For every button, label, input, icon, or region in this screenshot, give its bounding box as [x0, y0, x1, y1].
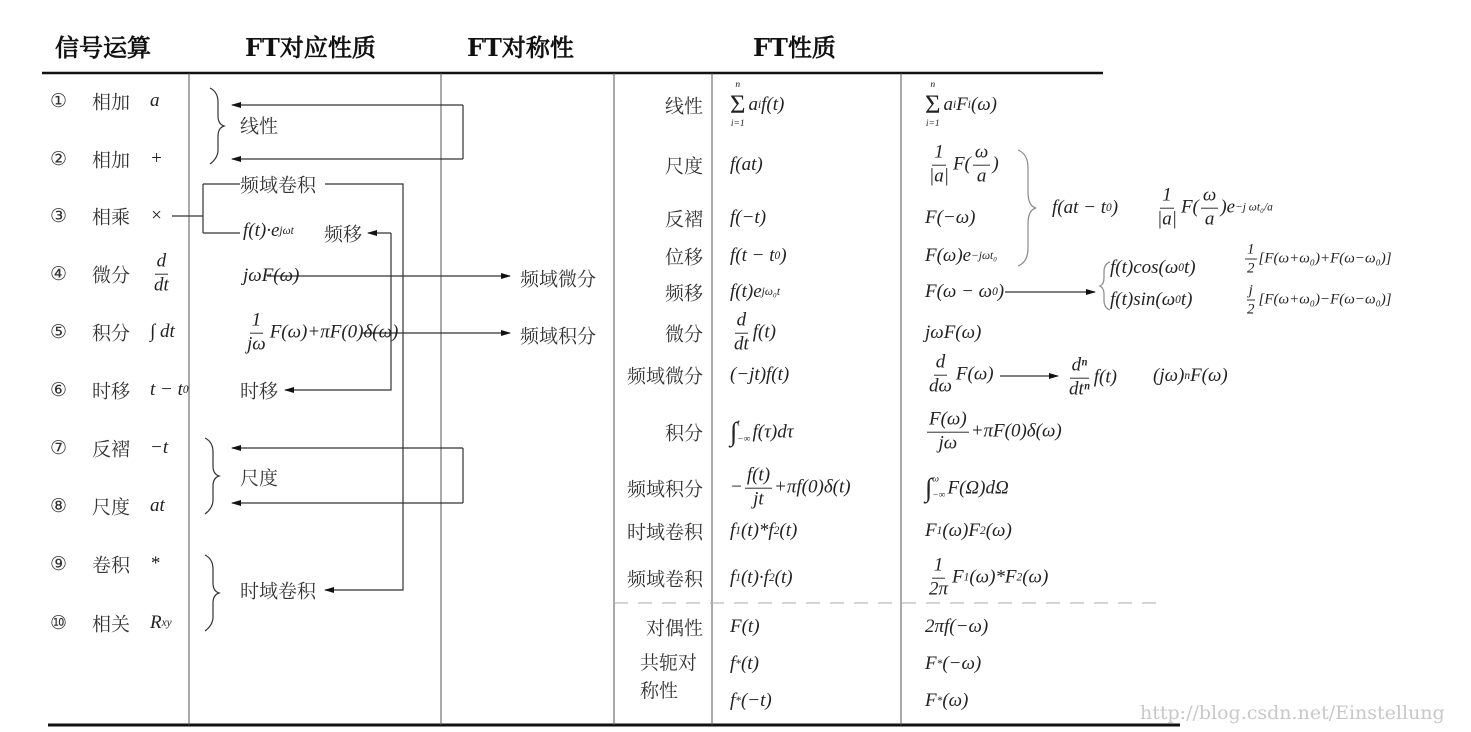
fraction-denominator: jt: [753, 488, 764, 510]
header-ft-properties: FT性质: [753, 33, 836, 62]
math-text: ): [992, 154, 999, 175]
fraction-numerator: 1: [932, 142, 946, 166]
header-ft-symmetry: FT对称性: [467, 33, 574, 62]
math-superscript: *: [936, 695, 943, 707]
fraction-numerator: 1: [1247, 241, 1255, 258]
watermark: http://blog.csdn.net/Einstellung: [1140, 702, 1445, 724]
math-fraction: [973, 142, 990, 189]
math-superscript: −jωt₀: [971, 250, 998, 262]
math-text: F(ω): [1190, 365, 1228, 386]
op-symbol: [150, 379, 189, 401]
math-text: f: [730, 690, 736, 711]
fraction-denominator: 2: [1247, 301, 1255, 318]
op-symbol: [150, 495, 165, 517]
math-subscript: 0: [774, 250, 781, 262]
formula-modulation: [243, 220, 294, 242]
fraction-denominator: |a|: [929, 165, 949, 187]
property-time-domain: [730, 364, 789, 386]
op-number: ②: [50, 148, 68, 170]
math-text: f(t − t: [730, 245, 775, 266]
property-time-domain: [730, 465, 851, 512]
math-subscript: 2: [980, 525, 986, 537]
label-linear: 线性: [240, 115, 279, 138]
math-text: jωF(ω): [243, 265, 300, 286]
math-subscript: 0: [1175, 294, 1181, 306]
property-freq-domain: [925, 473, 1009, 504]
math-fraction: [927, 142, 951, 189]
integral-limits: [932, 473, 945, 503]
math-subscript: 0: [182, 384, 189, 396]
fraction-denominator: a: [1204, 208, 1215, 230]
op-label: 相乘: [92, 206, 131, 229]
math-text: (−ω): [942, 653, 982, 674]
property-freq-domain: [925, 555, 1048, 602]
math-text: jωF(ω): [925, 322, 982, 343]
math-subscript: i: [757, 98, 762, 111]
math-text: (ω): [1022, 567, 1049, 588]
math-superscript: jω₀t: [761, 286, 780, 298]
math-fraction: [1201, 185, 1218, 232]
math-subscript: 1: [735, 525, 741, 537]
fraction-numerator: 1: [1160, 185, 1174, 209]
math-text: f: [730, 520, 736, 541]
integral-upper-limit: t: [737, 418, 740, 429]
property-time-domain: [730, 520, 797, 542]
op-label: 反褶: [92, 438, 131, 461]
fraction-numerator: F(ω): [927, 409, 969, 433]
brace: [205, 438, 219, 514]
property-label: 微分: [664, 323, 703, 346]
math-superscript: n: [1184, 370, 1191, 382]
math-subscript: i: [952, 98, 957, 111]
header-signal-ops: 信号运算: [55, 33, 151, 62]
property-freq-domain: [925, 80, 997, 130]
brace: [1018, 150, 1036, 266]
fraction-numerator: d: [934, 352, 948, 376]
property-time-domain: [730, 281, 780, 303]
fraction-denominator: dtⁿ: [1069, 378, 1090, 400]
math-fraction: [1067, 355, 1092, 402]
nth-diff-time: [1065, 355, 1117, 402]
math-text: a: [943, 93, 953, 115]
op-number: ⑥: [50, 379, 68, 401]
math-text: (t)*f: [740, 520, 774, 541]
math-text: (t): [779, 520, 798, 541]
header-ft-correspondence: FT对应性质: [245, 33, 376, 62]
math-text: F: [956, 93, 968, 115]
math-fraction: [245, 310, 268, 357]
math-text: f(at − t: [1052, 197, 1106, 218]
math-text: +πf(0)δ(t): [774, 477, 851, 498]
math-text: F(ω): [955, 364, 994, 385]
math-fraction: [1245, 282, 1257, 319]
math-text: −: [730, 477, 743, 498]
math-text: ): [780, 245, 787, 266]
brace: [210, 88, 224, 164]
math-subscript: 1: [963, 572, 970, 584]
math-text: ): [997, 281, 1005, 302]
math-subscript: 2: [768, 572, 775, 584]
fraction-denominator: |a|: [1157, 208, 1177, 230]
property-freq-domain: [925, 207, 976, 229]
op-symbol: [150, 612, 172, 634]
math-text: F(ω)+πF(0)δ(ω): [269, 322, 399, 343]
math-text: F(Ω)dΩ: [947, 477, 1009, 498]
formula-diff: [243, 265, 299, 287]
math-text: t − t: [150, 379, 183, 400]
brace: [205, 555, 219, 631]
op-symbol: [150, 205, 163, 227]
op-label: 尺度: [92, 496, 131, 519]
math-text: f(−t): [730, 207, 767, 228]
property-time-domain: [730, 245, 787, 267]
op-label: 时移: [92, 380, 131, 403]
math-text: (ω): [970, 93, 998, 115]
label-freq-conv: 频域卷积: [240, 171, 316, 198]
scale-shift-freq: [1153, 185, 1273, 232]
label-freq-diff: 频域微分: [520, 268, 597, 291]
math-text: −t: [150, 437, 169, 458]
op-number: ⑧: [50, 495, 68, 517]
property-label: 频域微分: [626, 365, 703, 388]
math-text: +: [150, 148, 163, 169]
math-text: (t): [740, 653, 759, 674]
op-number: ⑩: [50, 612, 68, 634]
property-freq-domain: [925, 409, 1062, 456]
math-fraction: [927, 555, 950, 602]
property-time-domain: [730, 616, 760, 638]
property-label: 频移: [664, 282, 703, 305]
math-text: R: [150, 612, 162, 633]
property-time-domain: [730, 567, 793, 589]
math-text: f(t)e: [730, 281, 762, 302]
op-symbol: [150, 437, 168, 459]
math-fraction: [745, 465, 772, 512]
fraction-denominator: a: [976, 165, 987, 187]
math-text: (jω): [1153, 365, 1185, 386]
integral-icon: ∫: [925, 472, 933, 503]
conj-freq-1: [925, 653, 981, 675]
math-text: f(at): [730, 154, 763, 175]
math-superscript: *: [735, 695, 741, 707]
math-subscript: 0: [1106, 202, 1112, 214]
formula-int: [243, 310, 398, 357]
property-label: 线性: [664, 95, 703, 118]
property-label: 时域卷积: [626, 521, 703, 544]
math-text: (ω): [985, 520, 1012, 541]
conj-time-1: [730, 653, 759, 675]
integral-lower-limit: −∞: [737, 434, 751, 444]
math-subscript: 2: [1016, 572, 1023, 584]
op-number: ⑨: [50, 553, 68, 575]
fraction-denominator: jω: [247, 333, 266, 355]
math-text: [F(ω+ω₀)−F(ω−ω₀)]: [1258, 291, 1392, 308]
math-text: a: [150, 90, 160, 111]
integral-icon: ∫: [730, 416, 738, 447]
math-text: f: [730, 567, 736, 588]
property-freq-domain: [925, 520, 1012, 542]
scale-shift-time: [1052, 197, 1118, 219]
integral-lower-limit: −∞: [932, 490, 946, 500]
sigma-icon: Σ: [730, 89, 746, 120]
fraction-numerator: j: [1248, 282, 1253, 299]
math-text: (t): [774, 567, 793, 588]
math-subscript: xy: [161, 617, 172, 629]
fraction-numerator: d: [155, 251, 169, 275]
math-text: ∫ dt: [150, 321, 175, 342]
math-text: 2πf(−ω): [925, 616, 989, 637]
property-freq-domain: [925, 352, 994, 399]
math-text: (ω)F: [942, 520, 980, 541]
math-text: (−jt)f(t): [730, 364, 790, 385]
math-subscript: 1: [936, 525, 943, 537]
property-label: 位移: [664, 246, 703, 269]
math-text: F(ω)e: [925, 245, 972, 266]
math-subscript: 0: [992, 286, 998, 298]
math-text: f(τ)dτ: [752, 421, 794, 442]
op-number: ①: [50, 90, 68, 112]
property-time-domain: [730, 417, 794, 448]
integral: [730, 417, 750, 448]
integral: [925, 473, 945, 504]
op-label: 相关: [92, 613, 131, 636]
op-label: 卷积: [92, 554, 131, 577]
label-scale: 尺度: [240, 467, 279, 490]
math-text: F: [925, 653, 937, 674]
fraction-denominator: dt: [734, 333, 749, 355]
fraction-denominator: 2π: [929, 578, 949, 600]
property-label: 尺度: [664, 155, 703, 178]
fraction-numerator: ω: [973, 142, 990, 166]
math-text: f(t): [752, 322, 776, 343]
math-subscript: i: [967, 98, 971, 111]
math-subscript: 0: [1178, 262, 1184, 274]
math-text: F: [952, 567, 964, 588]
label-time-conv: 时域卷积: [240, 580, 317, 603]
math-subscript: 1: [735, 572, 741, 584]
brace: [1100, 262, 1110, 310]
label-conjugate: [640, 649, 697, 705]
op-symbol: [150, 251, 173, 298]
sum-upper-limit: n: [930, 80, 936, 91]
property-freq-domain: [925, 616, 988, 638]
math-subscript: 2: [773, 525, 780, 537]
op-number: ⑦: [50, 437, 68, 459]
math-superscript: jωt: [279, 225, 294, 237]
math-text: (ω): [942, 690, 969, 711]
math-text: F: [925, 520, 937, 541]
label-time-shift: 时移: [240, 380, 279, 403]
summation: [730, 80, 745, 130]
math-superscript: *: [936, 658, 943, 670]
property-label: 反褶: [664, 208, 703, 231]
property-time-domain: [730, 310, 776, 357]
math-text: f(t): [1093, 367, 1117, 388]
math-text: +πF(0)δ(ω): [970, 421, 1062, 442]
sigma-icon: Σ: [925, 89, 941, 120]
math-fraction: [1245, 241, 1257, 278]
fraction-numerator: 1: [250, 310, 264, 334]
math-fraction: [1155, 185, 1179, 232]
property-label: 频域卷积: [626, 568, 703, 591]
nth-diff-freq: [1153, 365, 1228, 387]
property-time-domain: [730, 80, 784, 130]
property-freq-domain: [925, 322, 981, 344]
op-symbol: [150, 90, 160, 112]
sin-mod: [1110, 289, 1192, 311]
property-time-domain: [730, 154, 763, 176]
math-text: ×: [150, 205, 163, 226]
math-superscript: *: [735, 658, 741, 670]
sin-mod-ft: [1243, 282, 1392, 319]
fraction-denominator: jω: [938, 432, 958, 454]
math-text: (t)·f: [740, 567, 769, 588]
math-text: F(: [952, 154, 971, 175]
math-text: f: [730, 653, 736, 674]
math-text: f(t)cos(ω: [1110, 257, 1179, 278]
property-freq-domain: [925, 281, 1004, 303]
label-freq-int: 频域积分: [520, 325, 597, 348]
fraction-denominator: dω: [929, 375, 952, 397]
math-text: t): [1183, 257, 1196, 278]
fraction-denominator: dt: [154, 274, 169, 296]
math-text: at: [150, 495, 165, 516]
math-text: f(t): [761, 93, 785, 115]
op-number: ④: [50, 263, 68, 285]
math-fraction: [927, 409, 969, 456]
op-number: ⑤: [50, 321, 68, 343]
integral-upper-limit: ω: [932, 474, 940, 485]
math-text: [F(ω+ω₀)+F(ω−ω₀)]: [1258, 250, 1392, 267]
op-symbol: [150, 553, 160, 575]
math-text: t): [1180, 289, 1193, 310]
integral-limits: [737, 417, 750, 447]
math-text: (ω)*F: [969, 567, 1017, 588]
sum-lower-limit: i=1: [730, 118, 745, 129]
math-text: F(−ω): [925, 207, 976, 228]
math-text: (−t): [740, 690, 772, 711]
math-text: f(t)·e: [243, 220, 280, 241]
math-text: F(t): [730, 616, 760, 637]
property-label: 积分: [664, 422, 703, 445]
math-text: a: [748, 93, 758, 115]
math-text: F(: [1180, 197, 1199, 218]
property-label: 对偶性: [645, 617, 703, 640]
label-conjugate-line2: 称性: [640, 680, 679, 702]
fraction-numerator: 1: [932, 555, 946, 579]
op-label: 相加: [92, 91, 131, 114]
property-freq-domain: [925, 142, 999, 189]
math-superscript: −j ωt₀/a: [1235, 202, 1273, 214]
label-conjugate-line1: 共轭对: [640, 652, 698, 674]
op-symbol: [150, 321, 175, 343]
math-text: F: [925, 690, 937, 711]
op-number: ③: [50, 205, 68, 227]
cos-mod: [1110, 257, 1196, 279]
math-text: )e: [1220, 197, 1236, 218]
conj-time-2: [730, 690, 772, 712]
math-text: f(t)sin(ω: [1110, 289, 1176, 310]
cos-mod-ft: [1243, 241, 1392, 278]
property-freq-domain: [925, 245, 997, 267]
op-label: 微分: [92, 264, 131, 287]
property-time-domain: [730, 207, 766, 229]
sum-upper-limit: n: [735, 80, 741, 91]
conj-freq-2: [925, 690, 968, 712]
fraction-numerator: d: [735, 310, 749, 334]
summation: [925, 80, 940, 130]
fraction-numerator: dⁿ: [1070, 355, 1089, 379]
fraction-numerator: ω: [1201, 185, 1218, 209]
op-symbol: [150, 148, 163, 170]
op-label: 积分: [92, 322, 131, 345]
sum-lower-limit: i=1: [925, 118, 940, 129]
fraction-numerator: f(t): [745, 465, 772, 489]
math-fraction: [927, 352, 954, 399]
label-freq-shift: 频移: [324, 223, 363, 246]
math-text: *: [150, 553, 160, 574]
fraction-denominator: 2: [1247, 260, 1255, 277]
math-fraction: [152, 251, 171, 298]
math-text: F(ω − ω: [925, 281, 993, 302]
math-text: ): [1111, 197, 1119, 218]
property-label: 频域积分: [626, 478, 703, 501]
op-label: 相加: [92, 149, 131, 172]
math-fraction: [732, 310, 751, 357]
